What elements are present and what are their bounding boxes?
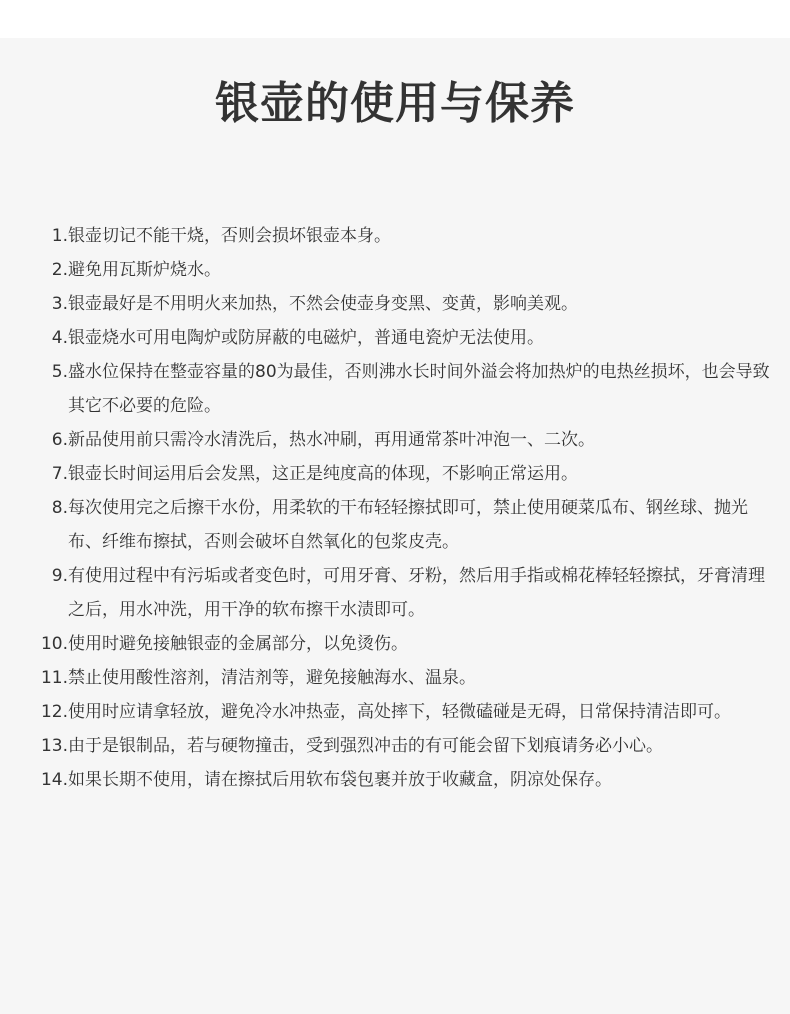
item-text: 禁止使用酸性溶剂，清洁剂等，避免接触海水、温泉。: [68, 668, 476, 688]
list-item: [30, 763, 780, 797]
item-text: 银壶长时间运用后会发黑，这正是纯度高的体现，不影响正常运用。: [68, 464, 578, 484]
item-text: 银壶最好是不用明火来加热，不然会使壶身变黑、变黄，影响美观。: [68, 294, 578, 314]
item-number: 6.: [51, 430, 68, 450]
list-item: [30, 355, 780, 423]
item-number: 11.: [40, 668, 68, 688]
item-text: 避免用瓦斯炉烧水。: [68, 260, 221, 280]
item-number: 4.: [51, 328, 68, 348]
list-item: [30, 491, 780, 559]
item-number: 8.: [51, 498, 68, 518]
item-text: 每次使用完之后擦干水份，用柔软的干布轻轻擦拭即可，禁止使用硬菜瓜布、钢丝球、抛光布、纤维布擦拭，否则会破坏自然氧化的包浆皮壳。: [68, 498, 748, 552]
item-text: 银壶切记不能干烧，否则会损坏银壶本身。: [68, 226, 391, 246]
list-item: [30, 253, 780, 287]
item-text: 使用时避免接触银壶的金属部分，以免烫伤。: [68, 634, 408, 654]
item-number: 12.: [40, 702, 68, 722]
item-number: 9.: [51, 566, 68, 586]
page-title: 银壶的使用与保养: [215, 78, 575, 129]
item-text: 银壶烧水可用电陶炉或防屏蔽的电磁炉，普通电瓷炉无法使用。: [68, 328, 544, 348]
list-item: [30, 287, 780, 321]
item-number: 7.: [51, 464, 68, 484]
item-number: 3.: [51, 294, 68, 314]
item-number: 2.: [51, 260, 68, 280]
list-item: [30, 559, 780, 627]
list-item: [30, 729, 780, 763]
list-item: [30, 219, 780, 253]
item-text: 由于是银制品，若与硬物撞击，受到强烈冲击的有可能会留下划痕请务必小心。: [68, 736, 663, 756]
list-item: [30, 321, 780, 355]
list-item: [30, 423, 780, 457]
item-text: 盛水位保持在整壶容量的80为最佳，否则沸水长时间外溢会将加热炉的电热丝损坏，也会导致其它不必要的危险。: [68, 362, 770, 416]
list-item: [30, 695, 780, 729]
item-number: 14.: [40, 770, 68, 790]
care-instructions-list: [30, 219, 780, 797]
item-number: 1.: [51, 226, 68, 246]
item-number: 10.: [40, 634, 68, 654]
item-text: 新品使用前只需冷水清洗后，热水冲刷，再用通常茶叶冲泡一、二次。: [68, 430, 595, 450]
list-item: [30, 661, 780, 695]
item-text: 如果长期不使用，请在擦拭后用软布袋包裹并放于收藏盒，阴凉处保存。: [68, 770, 612, 790]
item-number: 5.: [51, 362, 68, 382]
top-strip: [0, 0, 790, 39]
item-number: 13.: [40, 736, 68, 756]
list-item: [30, 457, 780, 491]
list-item: [30, 627, 780, 661]
item-text: 有使用过程中有污垢或者变色时，可用牙膏、牙粉，然后用手指或棉花棒轻轻擦拭，牙膏清理之后，用水冲洗，用干净的软布擦干水渍即可。: [68, 566, 765, 620]
item-text: 使用时应请拿轻放，避免冷水冲热壶，高处摔下，轻微磕碰是无碍，日常保持清洁即可。: [68, 702, 731, 722]
